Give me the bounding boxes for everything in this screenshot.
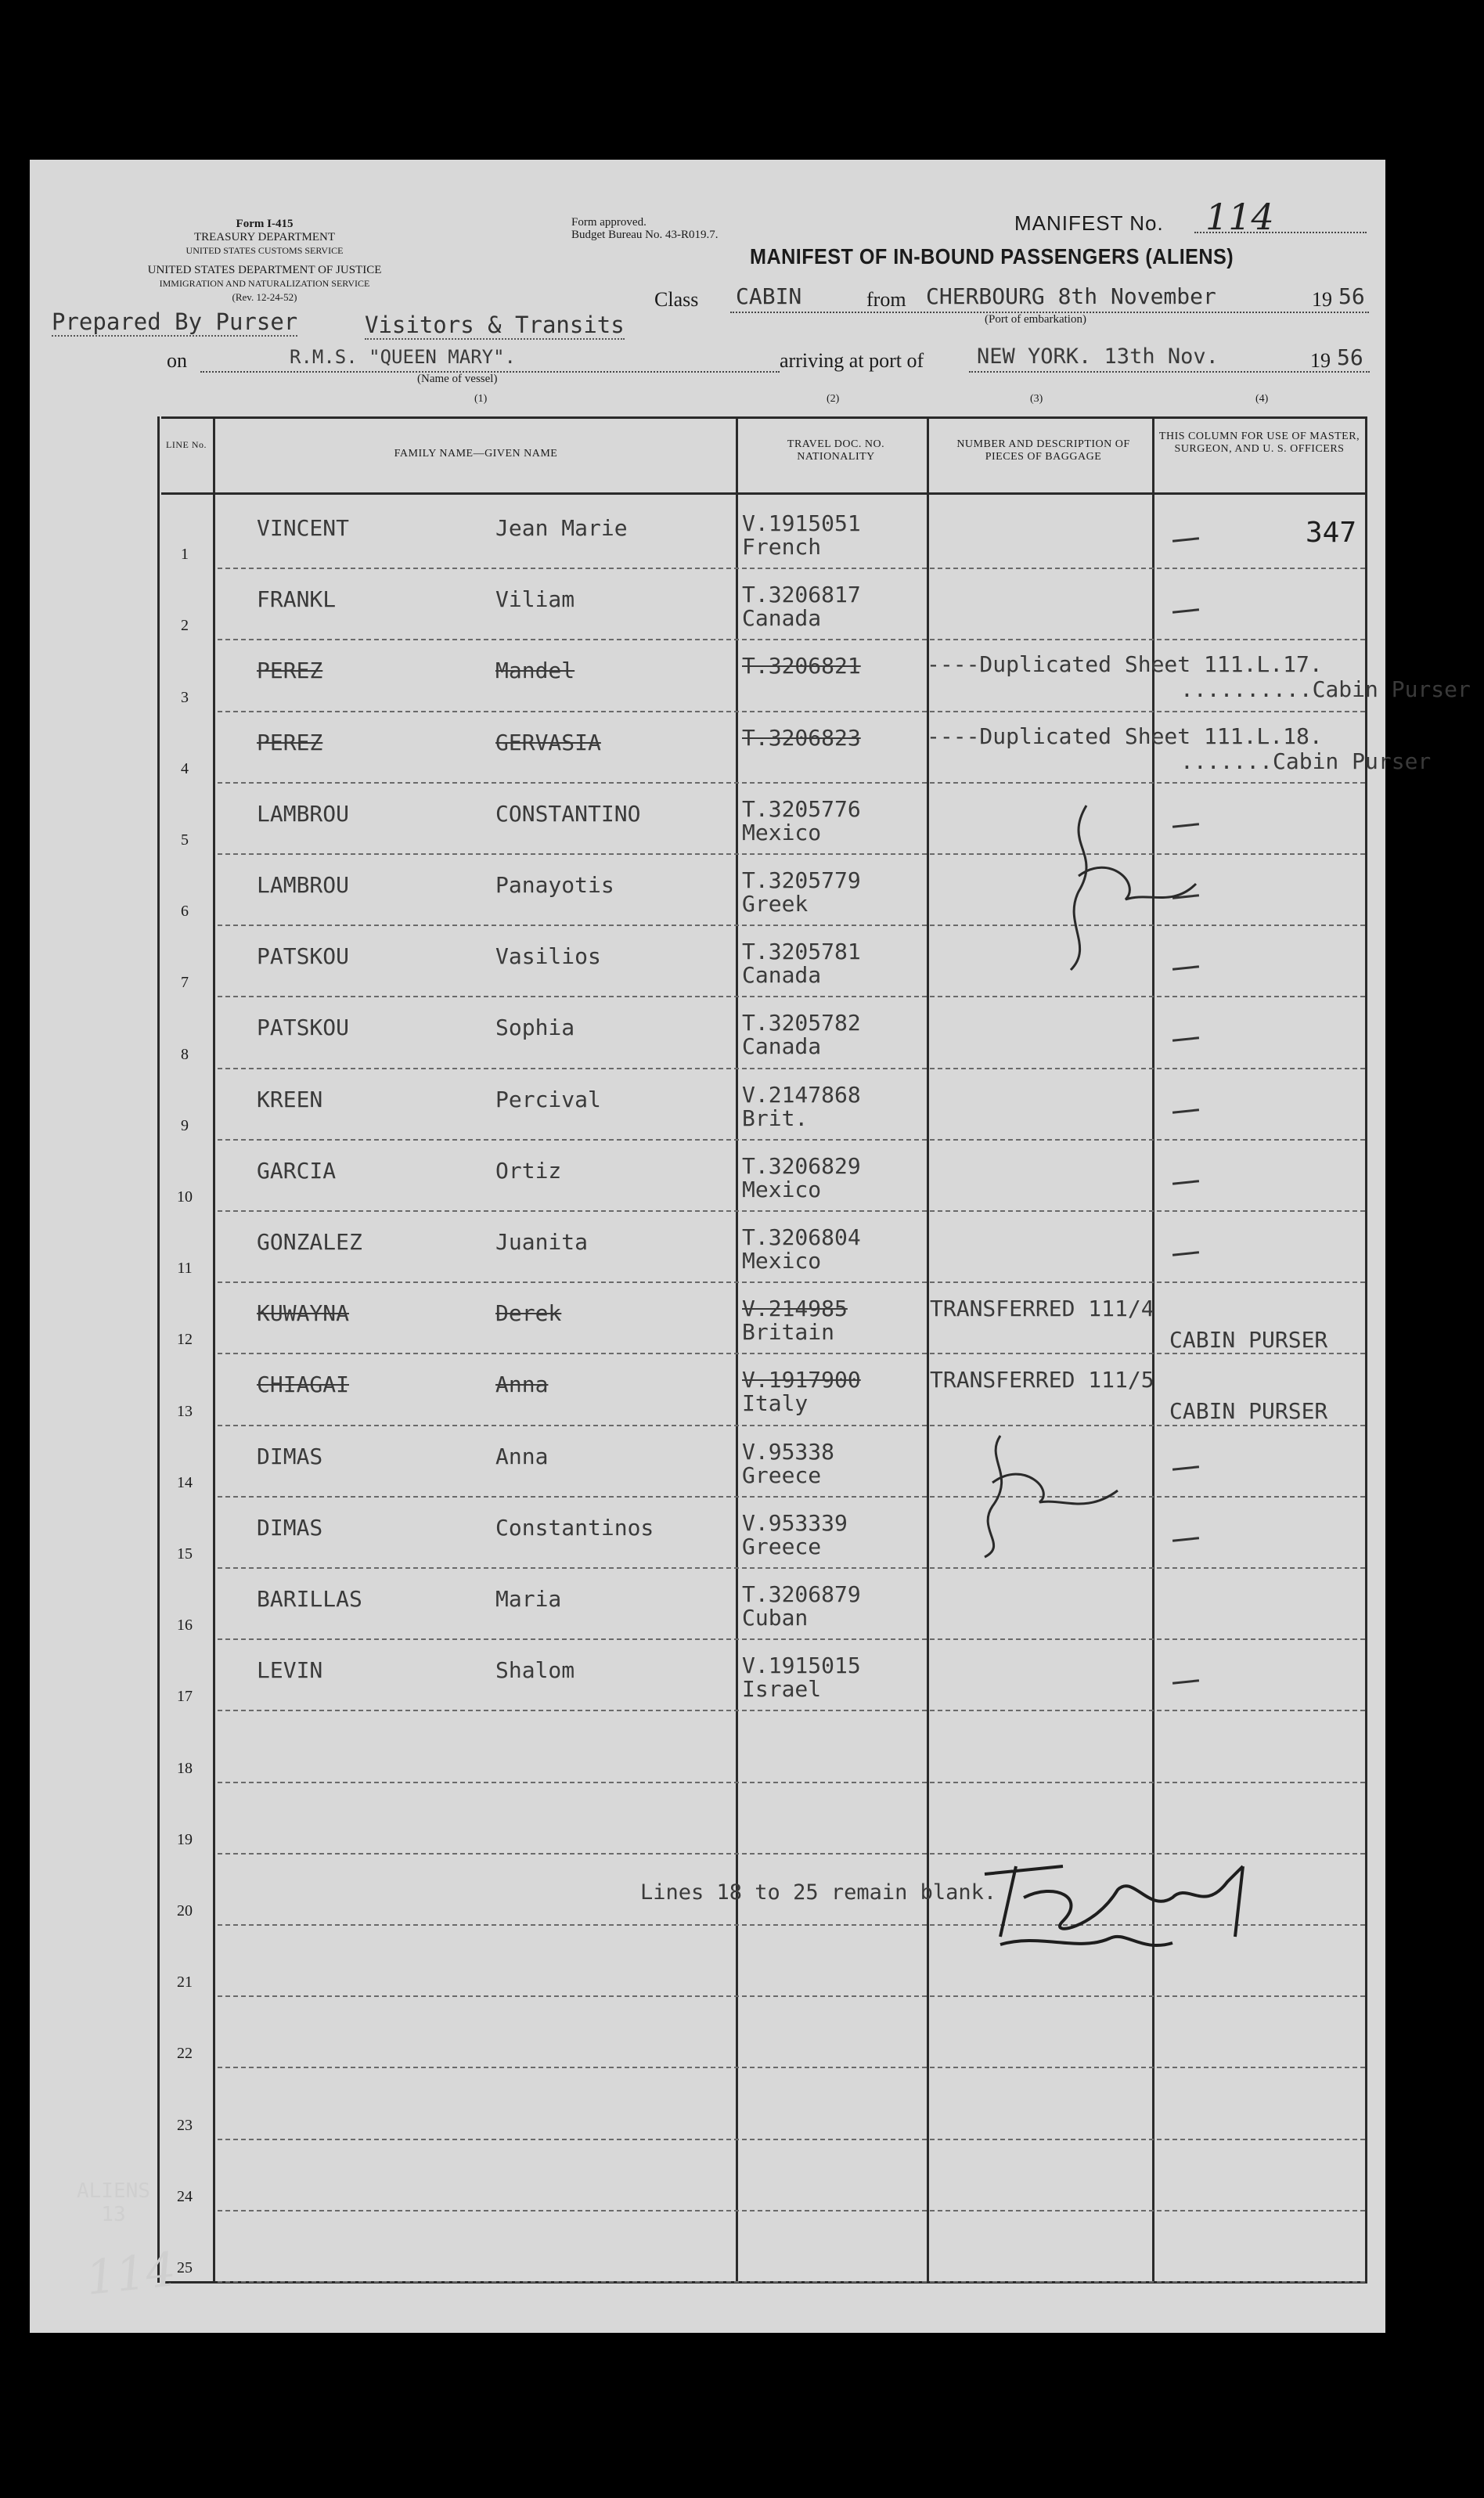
row-separator bbox=[218, 2210, 1365, 2211]
officer-check-mark bbox=[1172, 1037, 1199, 1043]
nationality: French bbox=[742, 534, 822, 560]
officer-number: 347 bbox=[1306, 517, 1357, 549]
from-label: from bbox=[866, 288, 906, 311]
line-number: 4 bbox=[181, 759, 189, 777]
col-header-name: FAMILY NAME—GIVEN NAME bbox=[394, 448, 558, 460]
baggage-divider bbox=[1152, 416, 1154, 2283]
row-separator bbox=[218, 1281, 1365, 1283]
col-no-3: (3) bbox=[1030, 393, 1043, 405]
family-name: KREEN bbox=[257, 1086, 323, 1112]
officer-check-mark bbox=[1172, 537, 1199, 542]
given-name: Derek bbox=[495, 1300, 562, 1327]
justice-dept: UNITED STATES DEPARTMENT OF JUSTICE bbox=[147, 264, 382, 276]
row-separator bbox=[218, 1995, 1365, 1997]
arr-year: 56 bbox=[1337, 344, 1363, 370]
row-separator bbox=[218, 1782, 1365, 1783]
budget-bureau-no: Budget Bureau No. 43-R019.7. bbox=[571, 229, 719, 241]
transferred-note: TRANSFERRED 111/5 bbox=[930, 1367, 1154, 1393]
line-number: 13 bbox=[177, 1402, 193, 1420]
officer-check-mark bbox=[1172, 1679, 1199, 1685]
cabin-purser-note: ..........Cabin Purser bbox=[1180, 676, 1471, 703]
travel-doc-no: T.3205781 bbox=[742, 939, 861, 965]
family-name: FRANKL bbox=[257, 586, 337, 613]
nationality: Britain bbox=[742, 1319, 835, 1346]
travel-divider bbox=[927, 416, 929, 2283]
family-name: BARILLAS bbox=[257, 1586, 362, 1612]
family-name: PEREZ bbox=[257, 729, 323, 755]
line-number: 14 bbox=[177, 1473, 193, 1491]
family-name: DIMAS bbox=[257, 1514, 323, 1541]
travel-doc-no: V.1915015 bbox=[742, 1653, 861, 1679]
given-name: CONSTANTINO bbox=[495, 800, 641, 827]
vessel-name: R.M.S. "QUEEN MARY". bbox=[290, 346, 516, 368]
visitors-transits: Visitors & Transits bbox=[365, 312, 625, 338]
table-header-border bbox=[161, 492, 1367, 495]
nationality: Canada bbox=[742, 962, 822, 989]
signature-stroke bbox=[985, 1866, 1243, 1945]
cabin-purser-note: CABIN PURSER bbox=[1169, 1327, 1328, 1354]
from-year-label: 19 bbox=[1312, 288, 1332, 311]
signature-mark bbox=[969, 1851, 1298, 1968]
family-name: LAMBROU bbox=[257, 872, 350, 898]
line-number: 10 bbox=[177, 1188, 193, 1206]
name-divider bbox=[736, 416, 738, 2283]
nationality: Italy bbox=[742, 1390, 809, 1417]
row-separator bbox=[218, 1210, 1365, 1212]
travel-doc-no: T.3206804 bbox=[742, 1224, 861, 1250]
family-name: GONZALEZ bbox=[257, 1229, 362, 1255]
nationality: Cuban bbox=[742, 1605, 809, 1631]
from-year: 56 bbox=[1338, 283, 1365, 309]
on-label: on bbox=[167, 349, 187, 372]
nationality: Greece bbox=[742, 1462, 822, 1488]
given-name: Maria bbox=[495, 1586, 562, 1612]
row-separator bbox=[218, 568, 1365, 569]
cabin-purser-note: .......Cabin Purser bbox=[1180, 748, 1432, 774]
transfer-signature bbox=[961, 1428, 1133, 1561]
manifest-sheet bbox=[30, 160, 1471, 2333]
family-name: PEREZ bbox=[257, 658, 323, 684]
line-number: 6 bbox=[181, 903, 189, 921]
given-name: Mandel bbox=[495, 658, 575, 684]
travel-doc-no: T.3205776 bbox=[742, 795, 861, 822]
arrival-line bbox=[969, 371, 1370, 373]
nationality: Greece bbox=[742, 1533, 822, 1559]
customs-service: UNITED STATES CUSTOMS SERVICE bbox=[186, 245, 344, 256]
line-number: 2 bbox=[181, 617, 189, 635]
line-number: 1 bbox=[181, 546, 189, 564]
given-name: Juanita bbox=[495, 1229, 589, 1255]
row-separator bbox=[218, 2281, 1365, 2283]
signature-stroke-a bbox=[1071, 806, 1196, 970]
line-number: 24 bbox=[177, 2187, 193, 2205]
given-name: Constantinos bbox=[495, 1514, 654, 1541]
given-name: Viliam bbox=[495, 586, 575, 613]
vessel-caption: (Name of vessel) bbox=[417, 373, 498, 385]
row-separator bbox=[218, 1353, 1365, 1354]
line-number: 23 bbox=[177, 2116, 193, 2134]
col-no-2: (2) bbox=[827, 393, 840, 405]
class-value: CABIN bbox=[736, 283, 802, 309]
travel-doc-no: V.953339 bbox=[742, 1509, 848, 1536]
manifest-number-line bbox=[1194, 232, 1367, 233]
cabin-purser-note: CABIN PURSER bbox=[1169, 1398, 1328, 1425]
row-separator bbox=[218, 1425, 1365, 1426]
form-approved-text: Form approved. bbox=[571, 216, 647, 229]
line-number: 25 bbox=[177, 2259, 193, 2276]
transferred-note: TRANSFERRED 111/4 bbox=[930, 1296, 1154, 1322]
aliens-label: ALIENS bbox=[77, 2179, 150, 2203]
nationality: Mexico bbox=[742, 819, 822, 845]
line-number: 7 bbox=[181, 974, 189, 992]
arr-year-label: 19 bbox=[1310, 349, 1331, 372]
nationality: Mexico bbox=[742, 1248, 822, 1274]
nationality: Brit. bbox=[742, 1105, 809, 1131]
line-number: 9 bbox=[181, 1116, 189, 1134]
given-name: Jean Marie bbox=[495, 515, 628, 541]
col-header-baggage: NUMBER AND DESCRIPTION OF PIECES OF BAGGAGE bbox=[956, 438, 1130, 463]
given-name: Anna bbox=[495, 1372, 549, 1398]
row-separator bbox=[218, 2067, 1365, 2068]
family-name: LEVIN bbox=[257, 1657, 323, 1684]
given-name: Ortiz bbox=[495, 1157, 562, 1184]
col-no-4: (4) bbox=[1255, 393, 1269, 405]
blank-lines-note: Lines 18 to 25 remain blank. bbox=[640, 1880, 997, 1905]
table-left-border bbox=[157, 416, 160, 2283]
line-number: 18 bbox=[177, 1759, 193, 1777]
col-header-travel: TRAVEL DOC. NO. NATIONALITY bbox=[787, 438, 885, 463]
nationality: Mexico bbox=[742, 1176, 822, 1202]
line-number: 8 bbox=[181, 1045, 189, 1063]
col-header-line: LINE No. bbox=[166, 439, 207, 450]
manifest-title: MANIFEST OF IN-BOUND PASSENGERS (ALIENS) bbox=[750, 244, 1234, 269]
given-name: Vasilios bbox=[495, 943, 601, 970]
given-name: GERVASIA bbox=[495, 729, 601, 755]
travel-doc-no: V.1917900 bbox=[742, 1367, 861, 1393]
family-name: KUWAYNA bbox=[257, 1300, 350, 1327]
row-separator bbox=[218, 1068, 1365, 1069]
given-name: Percival bbox=[495, 1086, 601, 1112]
line-number: 20 bbox=[177, 1902, 193, 1919]
given-name: Sophia bbox=[495, 1015, 575, 1041]
travel-doc-no: T.3206879 bbox=[742, 1581, 861, 1607]
travel-doc-no: T.3206823 bbox=[742, 724, 861, 751]
line-number: 5 bbox=[181, 831, 189, 849]
line-number: 3 bbox=[181, 688, 189, 706]
port-embarkation-caption: (Port of embarkation) bbox=[985, 313, 1086, 326]
row-separator bbox=[218, 2139, 1365, 2140]
treasury-dept: TREASURY DEPARTMENT bbox=[193, 231, 336, 243]
family-name: DIMAS bbox=[257, 1443, 323, 1469]
travel-doc-no: T.3206817 bbox=[742, 582, 861, 608]
signature-stroke-b bbox=[985, 1436, 1118, 1557]
travel-doc-no: V.1915051 bbox=[742, 510, 861, 536]
officer-check-mark bbox=[1172, 1180, 1199, 1185]
travel-doc-no: V.214985 bbox=[742, 1296, 848, 1322]
family-name: CHIAGAI bbox=[257, 1372, 350, 1398]
row-separator bbox=[218, 1710, 1365, 1711]
travel-doc-no: T.3205782 bbox=[742, 1010, 861, 1036]
row-separator bbox=[218, 711, 1365, 712]
duplicated-note: ----Duplicated Sheet 111.L.17. bbox=[927, 651, 1323, 678]
class-label: Class bbox=[654, 288, 699, 311]
family-name: PATSKOU bbox=[257, 1015, 350, 1041]
row-separator bbox=[218, 639, 1365, 640]
form-approval bbox=[571, 216, 718, 241]
officer-check-mark bbox=[1172, 1465, 1199, 1471]
given-name: Anna bbox=[495, 1443, 549, 1469]
line-number: 16 bbox=[177, 1617, 193, 1635]
family-name: PATSKOU bbox=[257, 943, 350, 970]
nationality: Greek bbox=[742, 891, 809, 917]
arriving-label: arriving at port of bbox=[780, 349, 924, 372]
cabin-purser-signature bbox=[1032, 798, 1219, 986]
line-number: 11 bbox=[177, 1260, 193, 1278]
col-no-1: (1) bbox=[474, 393, 488, 405]
prepared-by: Prepared By Purser bbox=[52, 308, 298, 335]
handwritten-manifest-no: 114 bbox=[83, 2242, 178, 2306]
duplicated-note: ----Duplicated Sheet 111.L.18. bbox=[927, 723, 1323, 749]
officer-check-mark bbox=[1172, 608, 1199, 614]
family-name: VINCENT bbox=[257, 515, 350, 541]
travel-doc-no: V.2147868 bbox=[742, 1081, 861, 1108]
arrival-port: NEW YORK. 13th Nov. bbox=[977, 344, 1219, 369]
row-separator bbox=[218, 1139, 1365, 1141]
line-number: 22 bbox=[177, 2045, 193, 2063]
given-name: Shalom bbox=[495, 1657, 575, 1684]
row-separator bbox=[218, 996, 1365, 997]
manifest-number-label: MANIFEST No. bbox=[1014, 211, 1164, 235]
line-number: 17 bbox=[177, 1688, 193, 1706]
form-header-left bbox=[147, 218, 382, 304]
row-separator bbox=[218, 782, 1365, 784]
given-name: Panayotis bbox=[495, 872, 614, 898]
manifest-number-value: 114 bbox=[1205, 196, 1274, 238]
line-number: 15 bbox=[177, 1545, 193, 1563]
col-header-officer: THIS COLUMN FOR USE OF MASTER, SURGEON, AND U. S. OFFICERS bbox=[1158, 431, 1360, 455]
nationality: Canada bbox=[742, 1033, 822, 1060]
family-name: GARCIA bbox=[257, 1157, 337, 1184]
family-name: LAMBROU bbox=[257, 800, 350, 827]
row-separator bbox=[218, 1638, 1365, 1640]
table-top-border bbox=[161, 416, 1367, 419]
officer-check-mark bbox=[1172, 1537, 1199, 1542]
form-number: Form I-415 bbox=[236, 218, 294, 230]
officer-check-mark bbox=[1172, 1251, 1199, 1256]
ins-service: IMMIGRATION AND NATURALIZATION SERVICE bbox=[159, 278, 370, 289]
line-no-divider bbox=[213, 416, 215, 2283]
revision-date: (Rev. 12-24-52) bbox=[232, 291, 297, 303]
nationality: Israel bbox=[742, 1676, 822, 1703]
line-number: 12 bbox=[177, 1331, 193, 1349]
nationality: Canada bbox=[742, 605, 822, 632]
travel-doc-no: V.95338 bbox=[742, 1438, 835, 1465]
aliens-count: 13 bbox=[101, 2203, 126, 2226]
line-number: 21 bbox=[177, 1974, 193, 1992]
officer-check-mark bbox=[1172, 1108, 1199, 1114]
travel-doc-no: T.3206821 bbox=[742, 653, 861, 679]
row-separator bbox=[218, 1496, 1365, 1498]
aliens-margin-note bbox=[77, 2179, 150, 2226]
travel-doc-no: T.3205779 bbox=[742, 867, 861, 893]
line-number: 19 bbox=[177, 1830, 193, 1848]
from-value: CHERBOURG 8th November bbox=[926, 283, 1216, 309]
row-separator bbox=[218, 1567, 1365, 1569]
travel-doc-no: T.3206829 bbox=[742, 1152, 861, 1179]
